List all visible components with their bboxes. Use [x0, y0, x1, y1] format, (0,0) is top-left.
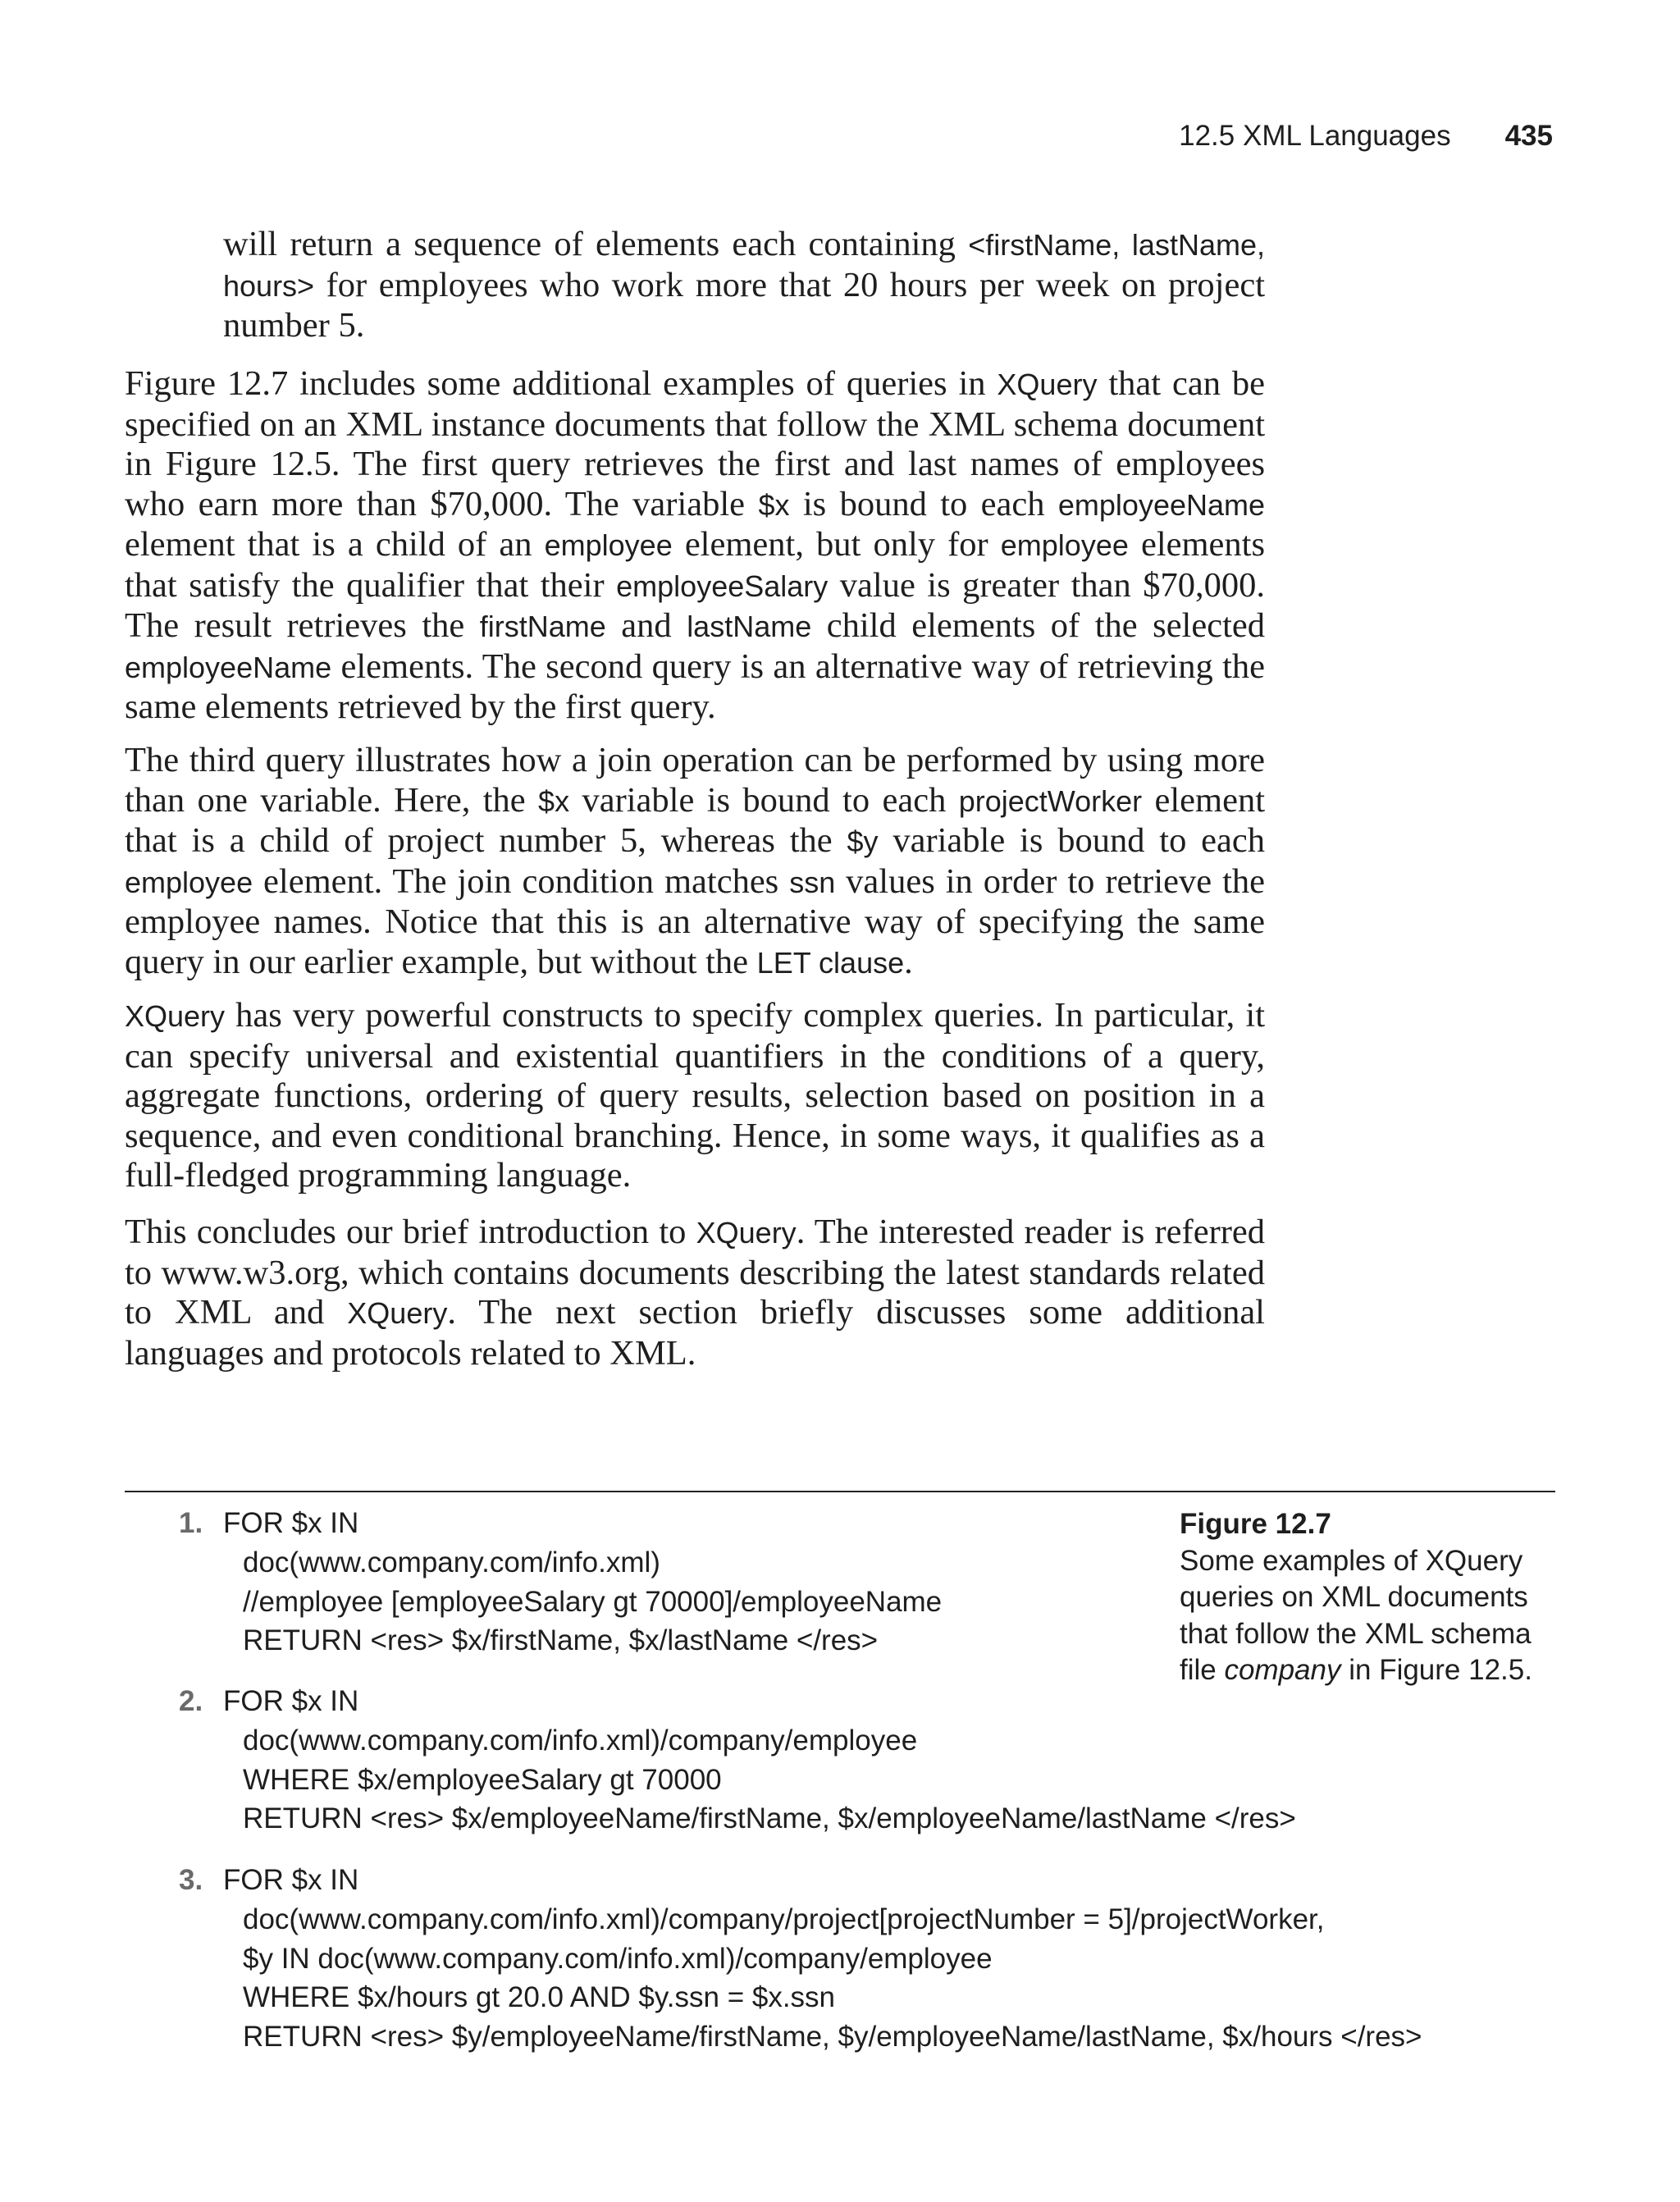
code-line: $y IN doc(www.company.com/info.xml)/company/employee — [243, 1942, 993, 1975]
code-term: <firstName, lastName, hours> — [223, 228, 1265, 303]
code-term: $x — [538, 783, 570, 818]
text: is bound to each — [789, 484, 1058, 523]
code-term: employee — [1000, 528, 1129, 562]
query-number: 3. — [179, 1864, 203, 1896]
text: values in order to retrieve the employee names. Notice that this is an alternative way of specifying the same query in our earlier example, but without the — [125, 861, 1265, 981]
code-line: //employee [employeeSalary gt 70000]/employeeName — [243, 1585, 943, 1618]
text: variable is bound to each — [878, 821, 1266, 860]
code-term: employee — [125, 865, 253, 899]
code-term: XQuery — [125, 999, 226, 1033]
paragraph-3 — [125, 741, 1265, 983]
running-head — [0, 120, 1553, 153]
code-line: WHERE $x/employeeSalary gt 70000 — [243, 1763, 722, 1796]
paragraph-5 — [125, 1213, 1265, 1373]
text: value is greater than $70,000. The result retrieves the — [125, 565, 1265, 645]
code-line: doc(www.company.com/info.xml)/company/employee — [243, 1724, 918, 1757]
code-line: RETURN <res> $y/employeeName/firstName, $y/employeeName/lastName, $x/hours </res> — [243, 2021, 1422, 2054]
code-line: FOR $x IN — [223, 1864, 359, 1896]
text: that can be specified on an XML instance documents that follow the XML schema document in Figure 12.5. The first query retrieves the first and last names of employees who earn more than $70,000. The variable — [125, 364, 1265, 523]
code-term: firstName — [479, 610, 606, 643]
code-line: WHERE $x/hours gt 20.0 AND $y.ssn = $x.ssn — [243, 1981, 836, 2014]
code-line: FOR $x IN — [223, 1685, 359, 1717]
text: elements that satisfy the qualifier that their — [125, 525, 1266, 605]
figure-divider — [125, 1491, 1555, 1492]
code-term: employee — [544, 528, 673, 562]
caption-italic: company — [1224, 1654, 1341, 1686]
paragraph-2 — [125, 364, 1265, 728]
text: will return a sequence of elements each containing — [223, 225, 969, 263]
text: . — [904, 942, 913, 981]
text: variable is bound to each — [569, 780, 959, 820]
code-term: employeeName — [125, 650, 332, 684]
text: The third query illustrates how a join operation can be performed by using more than one variable. Here, the — [125, 741, 1265, 820]
code-term: employeeName — [1057, 487, 1266, 522]
code-term: projectWorker — [958, 783, 1143, 818]
code-term: ssn — [789, 865, 836, 899]
text: child elements of the selected — [811, 606, 1266, 645]
code-term: XQuery — [997, 368, 1098, 401]
text: element that is a child of an — [125, 525, 545, 564]
code-line: RETURN <res> $x/firstName, $x/lastName </res> — [243, 1624, 879, 1657]
code-term: $x — [758, 487, 790, 522]
code-term: LET clause — [756, 945, 905, 980]
code-line: RETURN <res> $x/employeeName/firstName, $x/employeeName/lastName </res> — [243, 1802, 1296, 1835]
section-title: 12.5 XML Languages — [1179, 120, 1451, 152]
paragraph-continuation — [223, 225, 1265, 346]
text: and — [605, 606, 687, 645]
text: elements. The second query is an alternative way of retrieving the same elements retrieved by the first query. — [125, 646, 1265, 726]
code-line: doc(www.company.com/info.xml)/company/project[projectNumber = 5]/projectWorker, — [243, 1903, 1325, 1935]
code-line: FOR $x IN — [223, 1507, 359, 1539]
query-number: 1. — [179, 1507, 203, 1539]
query-3 — [179, 1861, 1422, 2057]
figure-caption — [1180, 1506, 1541, 1689]
code-term: XQuery — [696, 1216, 797, 1249]
text: has very powerful constructs to specify complex queries. In particular, it can specify universal and existential quantifiers in the conditions of a query, aggregate functions, ordering of query results, selection based on position in a sequence, and even conditional branching. Hence, in some ways, it qualifies as a full-fledged programming language. — [125, 996, 1265, 1195]
code-term: XQuery — [347, 1296, 448, 1330]
text: This concludes our brief introduction to — [125, 1213, 696, 1251]
query-1 — [179, 1504, 942, 1661]
caption-text-before: Some examples of XQuery queries on XML documents that follow the XML schema file — [1180, 1544, 1532, 1686]
text: element, but only for — [672, 525, 1001, 564]
text: element that is a child of project number 5, whereas the — [125, 780, 1266, 860]
code-term: $y — [847, 825, 879, 858]
code-term: lastName — [687, 610, 812, 643]
text: element. The join condition matches — [253, 861, 790, 901]
text: Figure 12.7 includes some additional examples of queries in — [125, 364, 998, 403]
text: for employees who work more that 20 hours per week on project number 5. — [223, 265, 1265, 345]
caption-text — [1180, 1543, 1541, 1689]
caption-text-after: in Figure 12.5. — [1340, 1654, 1532, 1686]
query-number: 2. — [179, 1685, 203, 1717]
code-term: employeeSalary — [616, 569, 829, 603]
query-2 — [179, 1682, 1296, 1839]
page-number: 435 — [1504, 120, 1553, 152]
paragraph-4 — [125, 996, 1265, 1196]
text: . The interested reader is referred to www.w3.org, which contains documents describing the latest standards related to XML and — [125, 1213, 1265, 1332]
text: . The next section briefly discusses some additional languages and protocols related to XML. — [125, 1293, 1265, 1373]
code-line: doc(www.company.com/info.xml) — [243, 1546, 660, 1578]
figure-label: Figure 12.7 — [1180, 1508, 1331, 1540]
